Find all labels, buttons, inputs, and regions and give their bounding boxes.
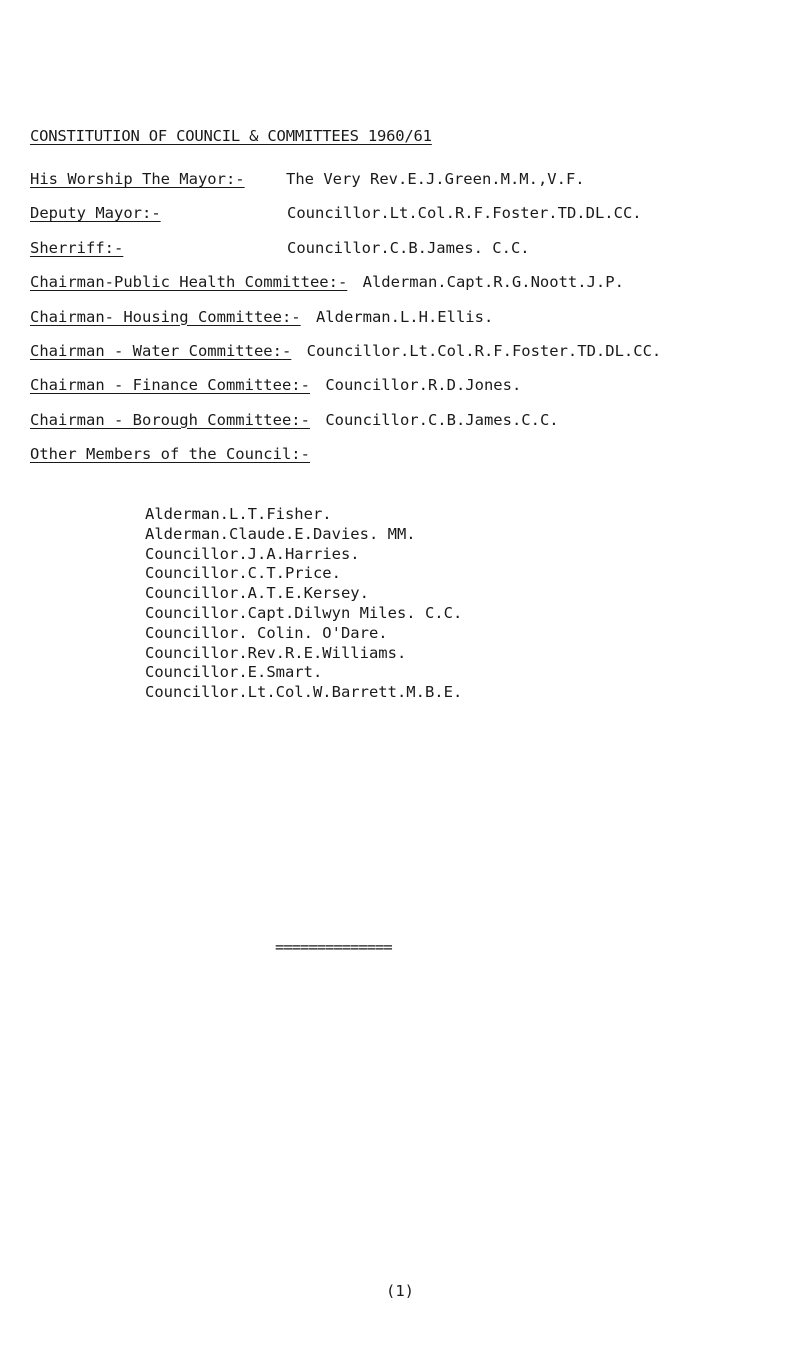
list-item: Councillor.J.A.Harries. [145, 544, 360, 563]
office-holder: The Very Rev.E.J.Green.M.M.,V.F. [286, 170, 585, 188]
office-holder: Councillor.C.B.James.C.C. [325, 410, 559, 429]
list-item: Councillor.C.T.Price. [145, 564, 341, 583]
list-item: Councillor. Colin. O'Dare. [145, 623, 388, 642]
list-item: Councillor.Rev.R.E.Williams. [145, 643, 407, 662]
office-chair-borough [30, 411, 790, 445]
page-number: (1) [386, 1282, 414, 1300]
office-chair-public-health [30, 273, 790, 307]
office-holder: Alderman.L.H.Ellis. [315, 307, 494, 326]
list-item: Alderman.Claude.E.Davies. MM. [145, 524, 416, 543]
document-title: CONSTITUTION OF COUNCIL & COMMITTEES 1960/61 [30, 127, 432, 145]
office-deputy-mayor [30, 204, 790, 238]
office-label: Deputy Mayor:- [30, 204, 161, 223]
office-label: Chairman-Public Health Committee:- [30, 273, 348, 292]
list-item: Councillor.Capt.Dilwyn Miles. C.C. [145, 603, 463, 622]
office-list [30, 170, 790, 480]
office-chair-finance [30, 376, 790, 410]
office-label: His Worship The Mayor:- [30, 170, 245, 188]
office-holder: Councillor.C.B.James. C.C. [287, 238, 530, 257]
office-mayor [30, 170, 790, 204]
office-label: Chairman - Water Committee:- [30, 341, 292, 360]
office-holder: Councillor.Lt.Col.R.F.Foster.TD.DL.CC. [306, 341, 662, 360]
office-holder: Alderman.Capt.R.G.Noott.J.P. [362, 273, 624, 292]
section-divider: ============== [275, 938, 392, 956]
list-item: Alderman.L.T.Fisher. [145, 505, 332, 523]
list-item: Councillor.E.Smart. [145, 663, 323, 682]
list-item: Councillor.A.T.E.Kersey. [145, 584, 369, 603]
other-members-heading [30, 445, 790, 479]
office-label: Chairman - Finance Committee:- [30, 376, 310, 395]
office-label: Sherriff:- [30, 238, 124, 257]
section-label: Other Members of the Council:- [30, 445, 310, 464]
office-holder: Councillor.R.D.Jones. [325, 376, 522, 395]
office-label: Chairman - Borough Committee:- [30, 410, 310, 429]
office-label: Chairman- Housing Committee:- [30, 307, 301, 326]
office-holder: Councillor.Lt.Col.R.F.Foster.TD.DL.CC. [287, 204, 642, 223]
office-chair-housing [30, 308, 790, 342]
list-item: Councillor.Lt.Col.W.Barrett.M.B.E. [145, 683, 463, 702]
office-sheriff [30, 239, 790, 273]
office-chair-water [30, 342, 790, 376]
member-list [145, 505, 462, 703]
